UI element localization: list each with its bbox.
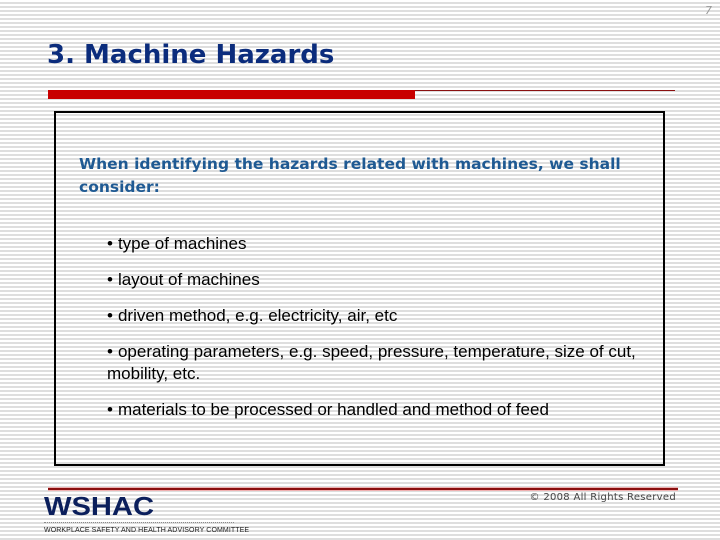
bullet-icon: • — [107, 306, 113, 325]
bullet-text: type of machines — [117, 234, 247, 253]
bullet-icon: • — [107, 400, 113, 419]
intro-text: When identifying the hazards related with machines, we shall consider: — [79, 155, 621, 196]
logo-tagline: WORKPLACE SAFETY AND HEALTH ADVISORY COMMITTEE — [44, 527, 250, 534]
bullet-item — [107, 341, 652, 385]
logo-divider — [44, 522, 234, 524]
bullet-list — [107, 233, 652, 435]
wshac-logo — [44, 491, 250, 534]
bullet-text: operating parameters, e.g. speed, pressure, temperature, size of cut, mobility, etc. — [107, 342, 636, 383]
bullet-item — [107, 305, 652, 327]
bullet-text: layout of machines — [117, 270, 260, 289]
logo-wordmark: WSHAC — [44, 491, 155, 521]
bullet-text: materials to be processed or handled and method of feed — [117, 400, 549, 419]
bullet-item — [107, 399, 652, 421]
slide-title: 3. Machine Hazards — [47, 40, 335, 70]
bullet-icon: • — [107, 342, 113, 361]
page-number: 7 — [705, 4, 712, 17]
bullet-icon: • — [107, 234, 113, 253]
title-underline-thin — [415, 90, 675, 91]
title-underline-thick — [48, 90, 415, 99]
copyright-notice: © 2008 All Rights Reserved — [529, 492, 676, 503]
content-box — [54, 111, 665, 466]
bullet-text: driven method, e.g. electricity, air, etc — [117, 306, 398, 325]
bullet-item — [107, 233, 652, 255]
bullet-icon: • — [107, 270, 113, 289]
footer-divider — [48, 488, 678, 490]
bullet-item — [107, 269, 652, 291]
